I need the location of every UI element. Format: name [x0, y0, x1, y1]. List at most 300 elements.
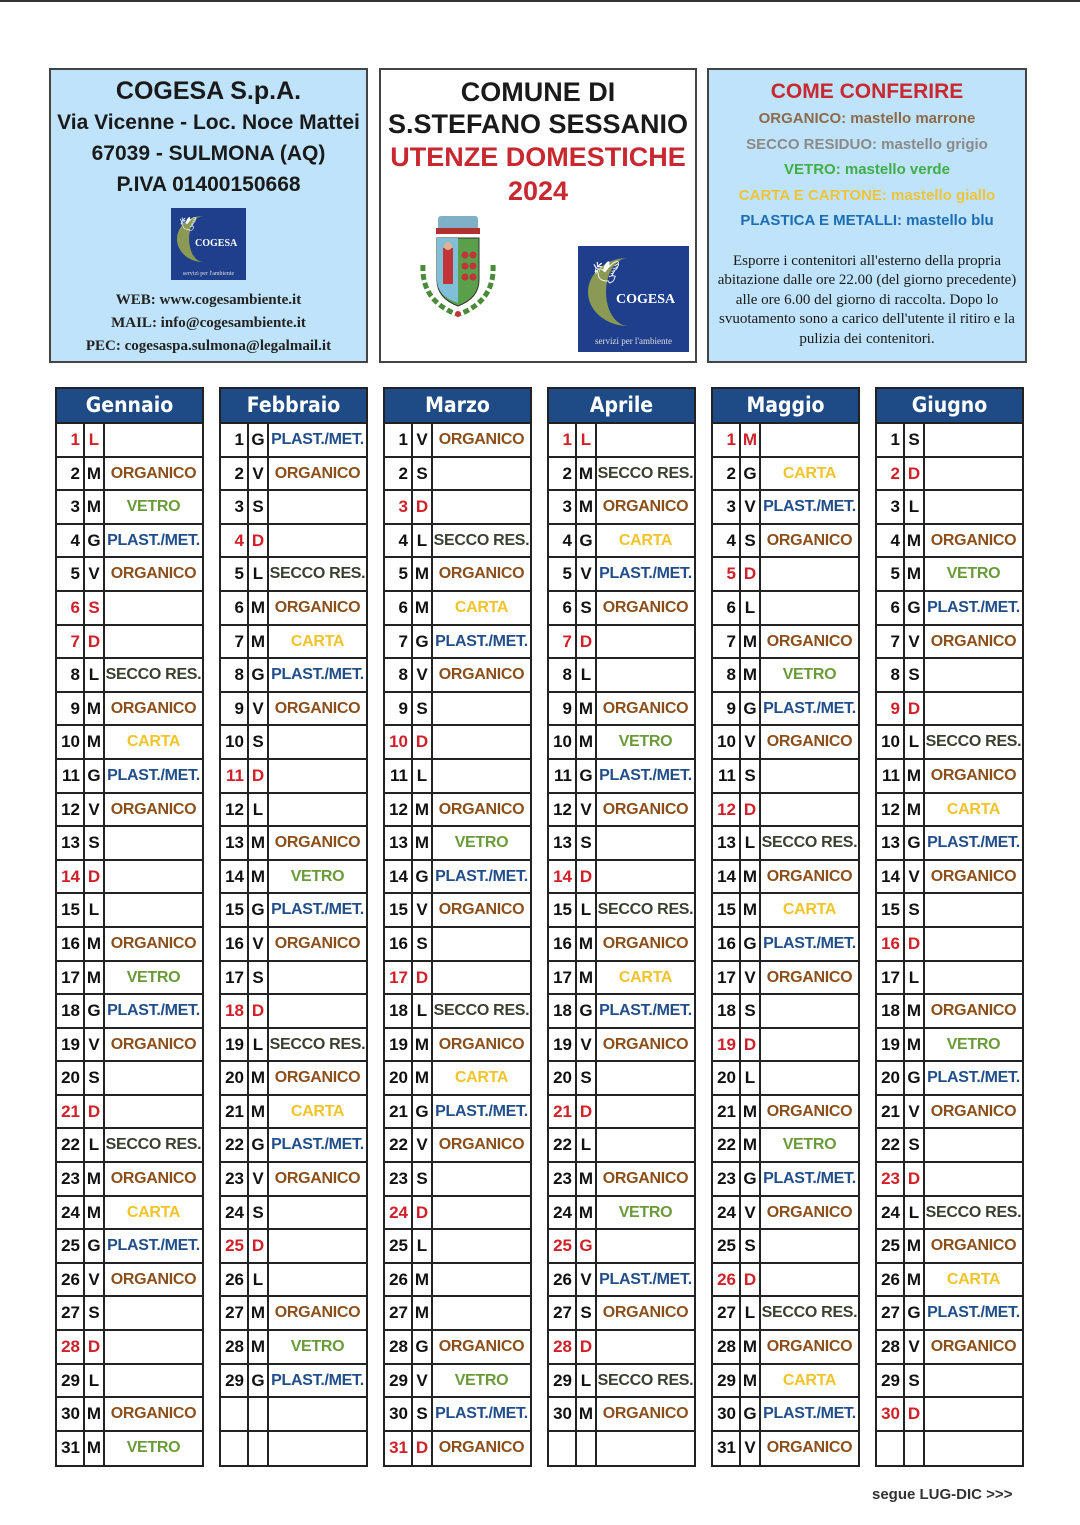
- weekday-letter: G: [413, 1331, 433, 1363]
- weekday-letter: G: [905, 1297, 925, 1329]
- collection-type: [105, 1365, 202, 1397]
- collection-type: [269, 1398, 366, 1430]
- day-number: 3: [57, 491, 85, 523]
- weekday-letter: V: [413, 424, 433, 456]
- day-row: [877, 827, 1022, 861]
- collection-type: [269, 794, 366, 826]
- logo-subtitle: servizi per l'ambiente: [182, 271, 235, 277]
- day-number: 24: [221, 1197, 249, 1229]
- weekday-letter: S: [413, 928, 433, 960]
- collection-type: SECCO RES.: [597, 1371, 694, 1389]
- collection-type: PLAST./MET.: [763, 934, 856, 952]
- day-number: 26: [877, 1264, 905, 1296]
- collection-type: ORGANICO: [274, 1304, 361, 1322]
- day-row: [877, 962, 1022, 996]
- collection-type: [597, 1331, 694, 1363]
- instructions-box: [707, 68, 1027, 363]
- day-row: [549, 659, 694, 693]
- day-row: [57, 1197, 202, 1231]
- weekday-letter: D: [577, 1331, 597, 1363]
- weekday-letter: V: [741, 962, 761, 994]
- weekday-letter: G: [413, 861, 433, 893]
- weekday-letter: G: [249, 894, 269, 926]
- weekday-letter: V: [741, 726, 761, 758]
- day-row: [221, 1163, 366, 1197]
- month-header: Gennaio: [57, 389, 202, 424]
- day-row: [57, 1264, 202, 1298]
- collection-type: ORGANICO: [930, 1338, 1017, 1356]
- weekday-letter: M: [905, 558, 925, 590]
- day-number: 25: [385, 1230, 413, 1262]
- day-number: 22: [385, 1129, 413, 1161]
- day-number: 21: [221, 1096, 249, 1128]
- day-row: [549, 525, 694, 559]
- day-number: 25: [877, 1230, 905, 1262]
- weekday-letter: M: [905, 1029, 925, 1061]
- weekday-letter: D: [413, 1432, 433, 1466]
- day-number: 30: [549, 1398, 577, 1430]
- company-city: 67039 - SULMONA (AQ): [91, 142, 326, 165]
- collection-type: CARTA: [126, 1203, 181, 1221]
- collection-type: CARTA: [126, 733, 181, 751]
- day-row: [549, 1365, 694, 1399]
- day-row: [549, 1129, 694, 1163]
- day-row: [57, 491, 202, 525]
- day-number: 11: [549, 760, 577, 792]
- collection-type: VETRO: [290, 1338, 345, 1356]
- collection-type: CARTA: [290, 632, 345, 650]
- company-name: COGESA S.p.A.: [115, 77, 302, 105]
- collection-type: [269, 1197, 366, 1229]
- weekday-letter: G: [905, 1062, 925, 1094]
- day-number: 12: [713, 794, 741, 826]
- day-row: [57, 827, 202, 861]
- instruction-rule: CARTA E CARTONE: mastello giallo: [738, 186, 996, 204]
- weekday-letter: M: [577, 726, 597, 758]
- day-row: [385, 1163, 530, 1197]
- day-row: [221, 1062, 366, 1096]
- weekday-letter: M: [741, 1331, 761, 1363]
- day-number: 20: [549, 1062, 577, 1094]
- day-row: [549, 693, 694, 727]
- day-number: 7: [57, 626, 85, 658]
- day-row: [385, 558, 530, 592]
- day-number: 10: [385, 726, 413, 758]
- day-number: 19: [221, 1029, 249, 1061]
- day-number: 26: [221, 1264, 249, 1296]
- weekday-letter: G: [741, 1163, 761, 1195]
- day-number: 24: [57, 1197, 85, 1229]
- collection-type: ORGANICO: [602, 598, 689, 616]
- collection-type: [597, 1230, 694, 1262]
- collection-type: VETRO: [618, 733, 673, 751]
- collection-type: [925, 1129, 1022, 1161]
- collection-type: SECCO RES.: [105, 1136, 202, 1154]
- collection-type: [433, 760, 530, 792]
- day-row: [877, 491, 1022, 525]
- collection-type: [925, 1365, 1022, 1397]
- day-number: 5: [385, 558, 413, 590]
- month-table-marzo: [383, 387, 532, 1467]
- day-row: [877, 861, 1022, 895]
- day-number: 13: [713, 827, 741, 859]
- day-number: 11: [385, 760, 413, 792]
- collection-type: [433, 1163, 530, 1195]
- day-number: 4: [877, 525, 905, 557]
- weekday-letter: V: [413, 894, 433, 926]
- collection-type: ORGANICO: [438, 1438, 525, 1456]
- company-pec-link[interactable]: PEC: cogesaspa.sulmona@legalmail.it: [85, 338, 332, 354]
- weekday-letter: D: [249, 760, 269, 792]
- day-row: [385, 1029, 530, 1063]
- day-row: [549, 995, 694, 1029]
- day-row: [549, 626, 694, 660]
- weekday-letter: G: [905, 592, 925, 624]
- weekday-letter: S: [413, 1398, 433, 1430]
- collection-type: [105, 894, 202, 926]
- weekday-letter: D: [741, 794, 761, 826]
- day-number: 4: [549, 525, 577, 557]
- collection-type: ORGANICO: [766, 632, 853, 650]
- weekday-letter: M: [577, 928, 597, 960]
- day-number: 29: [549, 1365, 577, 1397]
- weekday-letter: L: [905, 962, 925, 994]
- day-number: 1: [221, 424, 249, 456]
- day-row: [385, 1230, 530, 1264]
- day-number: 2: [713, 458, 741, 490]
- collection-type: ORGANICO: [110, 1405, 197, 1423]
- weekday-letter: M: [905, 1264, 925, 1296]
- day-row: [877, 995, 1022, 1029]
- collection-type: PLAST./MET.: [763, 498, 856, 516]
- collection-type: ORGANICO: [766, 1203, 853, 1221]
- weekday-letter: [577, 1432, 597, 1466]
- day-number: 22: [549, 1129, 577, 1161]
- day-number: 8: [549, 659, 577, 691]
- day-number: 22: [57, 1129, 85, 1161]
- weekday-letter: V: [741, 1197, 761, 1229]
- day-number: 9: [385, 693, 413, 725]
- day-number: 28: [221, 1331, 249, 1363]
- day-number: 17: [221, 962, 249, 994]
- collection-type: [597, 1062, 694, 1094]
- weekday-letter: L: [905, 726, 925, 758]
- day-row: [877, 1398, 1022, 1432]
- collection-type: [105, 1331, 202, 1363]
- day-row: [549, 928, 694, 962]
- weekday-letter: V: [905, 861, 925, 893]
- day-number: 30: [713, 1398, 741, 1430]
- day-row: [549, 491, 694, 525]
- weekday-letter: D: [413, 726, 433, 758]
- weekday-letter: G: [249, 424, 269, 456]
- weekday-letter: D: [905, 458, 925, 490]
- weekday-letter: V: [249, 693, 269, 725]
- day-number: 14: [57, 861, 85, 893]
- day-row: [385, 827, 530, 861]
- collection-type: [597, 1432, 694, 1466]
- day-number: 16: [385, 928, 413, 960]
- day-number: 7: [877, 626, 905, 658]
- day-row: [57, 928, 202, 962]
- instructions-note: Esporre i contenitori all'esterno della propria abitazione dalle ore 22.00 (del giorno precedente) alle ore 6.00 del giorno di raccolta. Dopo lo svuotamento sono a carico dell'utente il ritiro e la pulizia dei contenitori.: [717, 252, 1017, 347]
- day-number: 8: [57, 659, 85, 691]
- collection-type: PLAST./MET.: [435, 632, 528, 650]
- day-row: [57, 558, 202, 592]
- collection-type: PLAST./MET.: [763, 699, 856, 717]
- day-number: 17: [57, 962, 85, 994]
- company-vat: P.IVA 01400150668: [116, 173, 301, 196]
- day-number: 2: [385, 458, 413, 490]
- weekday-letter: G: [741, 693, 761, 725]
- day-row: [385, 626, 530, 660]
- day-number: 11: [221, 760, 249, 792]
- day-number: 14: [713, 861, 741, 893]
- weekday-letter: M: [249, 827, 269, 859]
- collection-type: ORGANICO: [766, 1438, 853, 1456]
- day-number: 6: [549, 592, 577, 624]
- instructions-title: COME CONFERIRE: [770, 80, 964, 103]
- day-row: [549, 1230, 694, 1264]
- day-number: 16: [57, 928, 85, 960]
- collection-type: ORGANICO: [110, 565, 197, 583]
- day-number: 10: [549, 726, 577, 758]
- day-number: 3: [713, 491, 741, 523]
- day-number: 15: [221, 894, 249, 926]
- collection-type: SECCO RES.: [597, 464, 694, 482]
- weekday-letter: M: [249, 1062, 269, 1094]
- day-row: [385, 726, 530, 760]
- day-number: 27: [713, 1297, 741, 1329]
- month-table-giugno: [875, 387, 1024, 1467]
- day-number: 10: [877, 726, 905, 758]
- day-row: [549, 1331, 694, 1365]
- day-row: [385, 1129, 530, 1163]
- day-row: [385, 928, 530, 962]
- weekday-letter: [249, 1398, 269, 1430]
- day-row: [877, 1264, 1022, 1298]
- collection-type: [269, 1264, 366, 1296]
- day-number: 13: [221, 827, 249, 859]
- weekday-letter: D: [741, 1264, 761, 1296]
- collection-type: VETRO: [618, 1203, 673, 1221]
- day-row: [549, 1029, 694, 1063]
- collection-type: [761, 1230, 858, 1262]
- day-number: 25: [221, 1230, 249, 1262]
- weekday-letter: M: [413, 1029, 433, 1061]
- collection-type: SECCO RES.: [433, 1002, 530, 1020]
- collection-type: ORGANICO: [110, 1170, 197, 1188]
- day-number: 10: [221, 726, 249, 758]
- collection-type: ORGANICO: [602, 1170, 689, 1188]
- day-row: [221, 1264, 366, 1298]
- day-number: 23: [57, 1163, 85, 1195]
- day-number: 22: [713, 1129, 741, 1161]
- day-number: 14: [385, 861, 413, 893]
- day-row: [549, 760, 694, 794]
- weekday-letter: V: [577, 558, 597, 590]
- logo-text: COGESA: [616, 292, 676, 307]
- day-number: 6: [713, 592, 741, 624]
- day-row: [385, 659, 530, 693]
- day-number: 19: [57, 1029, 85, 1061]
- day-row: [221, 1029, 366, 1063]
- collection-type: ORGANICO: [438, 431, 525, 448]
- day-row: [57, 1129, 202, 1163]
- weekday-letter: L: [413, 760, 433, 792]
- day-row: [221, 592, 366, 626]
- collection-type: CARTA: [946, 1270, 1001, 1288]
- day-row: [713, 1331, 858, 1365]
- day-row: [221, 894, 366, 928]
- day-row: [385, 1297, 530, 1331]
- collection-type: PLAST./MET.: [435, 1405, 528, 1423]
- day-number: 2: [57, 458, 85, 490]
- day-row: [877, 1096, 1022, 1130]
- weekday-letter: V: [577, 1029, 597, 1061]
- collection-type: ORGANICO: [110, 934, 197, 952]
- weekday-letter: S: [413, 693, 433, 725]
- day-number: 13: [385, 827, 413, 859]
- day-row: [221, 693, 366, 727]
- weekday-letter: M: [413, 1264, 433, 1296]
- day-row: [713, 1129, 858, 1163]
- day-number: 1: [57, 424, 85, 456]
- weekday-letter: M: [577, 458, 597, 490]
- collection-type: SECCO RES.: [761, 834, 858, 852]
- weekday-letter: M: [905, 525, 925, 557]
- weekday-letter: S: [249, 1197, 269, 1229]
- collection-type: [925, 894, 1022, 926]
- collection-type: ORGANICO: [438, 901, 525, 919]
- day-row: [57, 894, 202, 928]
- day-number: 26: [57, 1264, 85, 1296]
- weekday-letter: M: [249, 1096, 269, 1128]
- day-row: [57, 1096, 202, 1130]
- day-number: 17: [549, 962, 577, 994]
- day-row: [385, 1432, 530, 1466]
- weekday-letter: S: [577, 1297, 597, 1329]
- day-row: [385, 592, 530, 626]
- collection-type: ORGANICO: [930, 867, 1017, 885]
- day-row: [221, 659, 366, 693]
- collection-type: SECCO RES.: [105, 666, 202, 684]
- day-row: [549, 726, 694, 760]
- day-number: 9: [221, 693, 249, 725]
- day-number: 20: [877, 1062, 905, 1094]
- collection-type: [105, 1062, 202, 1094]
- day-row: [713, 1264, 858, 1298]
- weekday-letter: M: [905, 1230, 925, 1262]
- day-row: [877, 760, 1022, 794]
- collection-type: [433, 1264, 530, 1296]
- day-number: 10: [713, 726, 741, 758]
- company-mail-link[interactable]: MAIL: info@cogesambiente.it: [111, 315, 306, 331]
- collection-type: [433, 693, 530, 725]
- weekday-letter: G: [905, 827, 925, 859]
- day-row: [57, 962, 202, 996]
- weekday-letter: L: [85, 424, 105, 456]
- weekday-letter: S: [741, 760, 761, 792]
- weekday-letter: G: [413, 626, 433, 658]
- day-number: 20: [713, 1062, 741, 1094]
- day-row: [549, 894, 694, 928]
- collection-type: PLAST./MET.: [271, 901, 364, 919]
- day-number: 15: [877, 894, 905, 926]
- weekday-letter: L: [249, 558, 269, 590]
- day-number: 18: [877, 995, 905, 1027]
- day-number: 1: [877, 424, 905, 456]
- collection-type: [269, 962, 366, 994]
- company-web-link[interactable]: WEB: www.cogesambiente.it: [115, 292, 302, 308]
- weekday-letter: G: [249, 659, 269, 691]
- weekday-letter: G: [577, 760, 597, 792]
- weekday-letter: L: [741, 1297, 761, 1329]
- weekday-letter: V: [741, 491, 761, 523]
- collection-type: PLAST./MET.: [435, 1102, 528, 1120]
- day-row: [877, 525, 1022, 559]
- day-row: [877, 894, 1022, 928]
- weekday-letter: S: [905, 894, 925, 926]
- weekday-letter: L: [741, 592, 761, 624]
- day-number: 16: [221, 928, 249, 960]
- day-number: 22: [221, 1129, 249, 1161]
- day-number: 18: [221, 995, 249, 1027]
- municipality-line1: COMUNE DI: [460, 77, 616, 107]
- day-row: [877, 928, 1022, 962]
- day-row: [385, 693, 530, 727]
- day-row: [57, 1062, 202, 1096]
- month-header: Febbraio: [221, 389, 366, 424]
- collection-type: ORGANICO: [766, 867, 853, 885]
- collection-type: PLAST./MET.: [271, 1136, 364, 1154]
- day-row: [713, 1197, 858, 1231]
- collection-type: PLAST./MET.: [763, 1170, 856, 1188]
- weekday-letter: S: [741, 995, 761, 1027]
- instruction-rule: VETRO: mastello verde: [784, 161, 950, 178]
- weekday-letter: S: [741, 525, 761, 557]
- day-number: 7: [549, 626, 577, 658]
- day-row: [713, 693, 858, 727]
- day-row: [385, 1264, 530, 1298]
- weekday-letter: D: [249, 995, 269, 1027]
- weekday-letter: L: [413, 995, 433, 1027]
- collection-type: [925, 1432, 1022, 1466]
- collection-type: [105, 626, 202, 658]
- weekday-letter: M: [85, 491, 105, 523]
- month-header: Maggio: [713, 389, 858, 424]
- day-number: 19: [877, 1029, 905, 1061]
- collection-type: VETRO: [126, 498, 181, 516]
- day-row: [549, 458, 694, 492]
- day-number: 25: [57, 1230, 85, 1262]
- day-number: 15: [57, 894, 85, 926]
- collection-type: ORGANICO: [766, 733, 853, 751]
- day-number: 22: [877, 1129, 905, 1161]
- collection-type: ORGANICO: [274, 934, 361, 952]
- weekday-letter: V: [249, 928, 269, 960]
- collection-type: ORGANICO: [930, 632, 1017, 650]
- day-row: [221, 458, 366, 492]
- collection-type: SECCO RES.: [433, 531, 530, 549]
- collection-type: ORGANICO: [274, 598, 361, 616]
- weekday-letter: V: [85, 558, 105, 590]
- collection-type: ORGANICO: [274, 699, 361, 717]
- day-number: 2: [221, 458, 249, 490]
- weekday-letter: M: [249, 1297, 269, 1329]
- weekday-letter: S: [85, 827, 105, 859]
- day-row: [549, 1432, 694, 1466]
